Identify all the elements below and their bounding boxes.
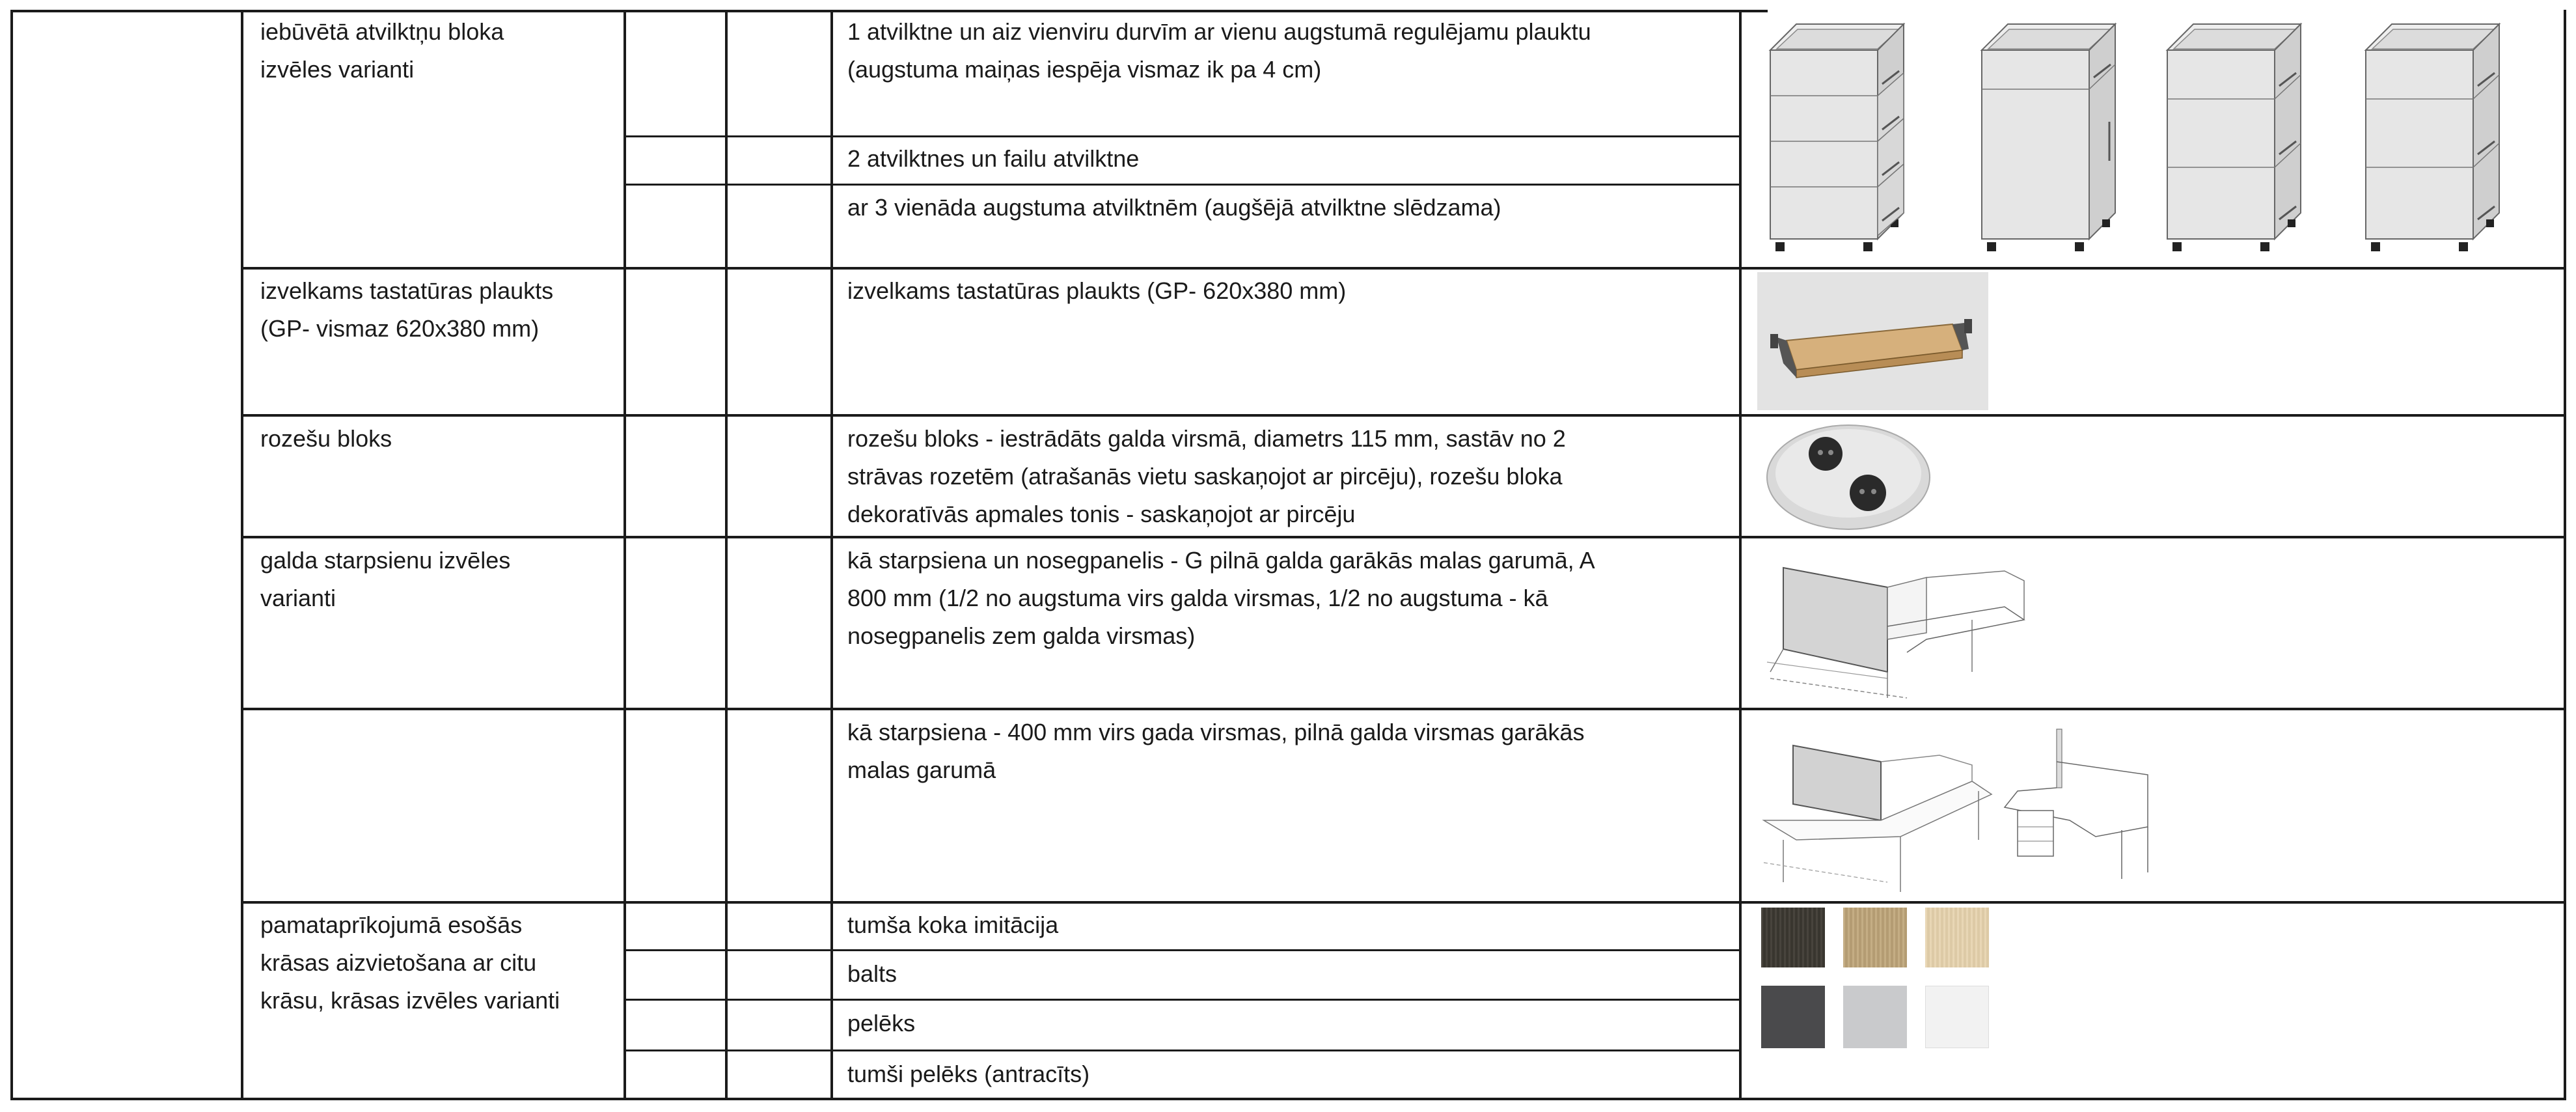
option-text-line: strāvas rozetēm (atrašanās vietu saskaņojot ar pircēju), rozešu bloka (847, 463, 1563, 490)
col-line-1 (241, 10, 243, 1100)
col-line-3 (725, 10, 728, 1100)
swatch-dark-wood (1761, 908, 1825, 967)
col-line-5 (1739, 10, 1742, 1100)
swatch-white (1925, 986, 1989, 1048)
swatch-graphite (1761, 986, 1825, 1048)
frame-bottom (10, 1098, 2566, 1100)
option-text-line: balts (847, 960, 897, 987)
row-line-5 (241, 708, 2566, 710)
drawer-cabinets-image (1757, 14, 2558, 265)
row-label-line: rozešu bloks (260, 425, 392, 452)
row-line-3 (241, 414, 2566, 417)
row-label-line: izvelkams tastatūras plaukts (260, 277, 554, 304)
row-label-line: galda starpsienu izvēles (260, 547, 511, 574)
option-text-line: 1 atvilktne un aiz vienviru durvīm ar vienu augstumā regulējamu plauktu (847, 18, 1591, 45)
option-text-line: 800 mm (1/2 no augstuma virs galda virsmas, 1/2 no augstuma - kā (847, 585, 1548, 611)
keyboard-shelf-image (1757, 272, 1988, 410)
option-text-line: tumša koka imitācija (847, 911, 1059, 938)
row-label-line: izvēles varianti (260, 56, 415, 83)
row-line-6 (241, 901, 2566, 904)
partition-desk-variants-image (1757, 723, 2161, 898)
option-text-line: (augstuma maiņas iespēja vismaz ik pa 4 cm) (847, 56, 1322, 83)
option-text-line: izvelkams tastatūras plaukts (GP- 620x380 mm) (847, 277, 1347, 304)
row-line-1b (623, 184, 1742, 186)
row-label-line: krāsas aizvietošana ar citu (260, 949, 537, 976)
option-text-line: kā starpsiena - 400 mm virs gada virsmas, pilnā galda virsmas garākās (847, 719, 1585, 745)
frame-right (2564, 10, 2566, 1100)
option-text-line: 2 atvilktnes un failu atvilktne (847, 145, 1140, 172)
option-text-line: ar 3 vienāda augstuma atvilktnēm (augšējā atvilktne slēdzama) (847, 194, 1501, 221)
col-line-2 (623, 10, 626, 1100)
swatch-light-wood (1925, 908, 1989, 967)
option-text-line: dekoratīvās apmales tonis - saskaņojot ar pircēju (847, 501, 1356, 527)
frame-top (10, 10, 1768, 12)
option-text-line: nosegpanelis zem galda virsmas) (847, 622, 1196, 649)
swatch-grey (1843, 986, 1907, 1048)
row-line-4 (241, 536, 2566, 538)
row-line-1a (623, 135, 1742, 137)
row-label-line: varianti (260, 585, 336, 611)
option-text-line: rozešu bloks - iestrādāts galda virsmā, diametrs 115 mm, sastāv no 2 (847, 425, 1566, 452)
option-text-line: kā starpsiena un nosegpanelis - G pilnā galda garākās malas garumā, A (847, 547, 1595, 574)
row-label-line: krāsu, krāsas izvēles varianti (260, 987, 560, 1014)
swatch-oak (1843, 908, 1907, 967)
row-line-9 (623, 1049, 1742, 1051)
partition-desk-image (1757, 542, 2031, 704)
option-text-line: pelēks (847, 1010, 916, 1036)
row-label-line: iebūvētā atvilktņu bloka (260, 18, 504, 45)
option-text-line: malas garumā (847, 757, 996, 783)
row-label-line: (GP- vismaz 620x380 mm) (260, 315, 540, 342)
socket-block-image (1757, 420, 1946, 534)
row-line-2 (241, 267, 2566, 270)
row-label-line: pamataprīkojumā esošās (260, 911, 523, 938)
option-text-line: tumši pelēks (antracīts) (847, 1061, 1090, 1087)
row-line-8 (623, 999, 1742, 1001)
col-line-4 (830, 10, 833, 1100)
frame-left (10, 10, 13, 1100)
row-line-7 (623, 949, 1742, 951)
